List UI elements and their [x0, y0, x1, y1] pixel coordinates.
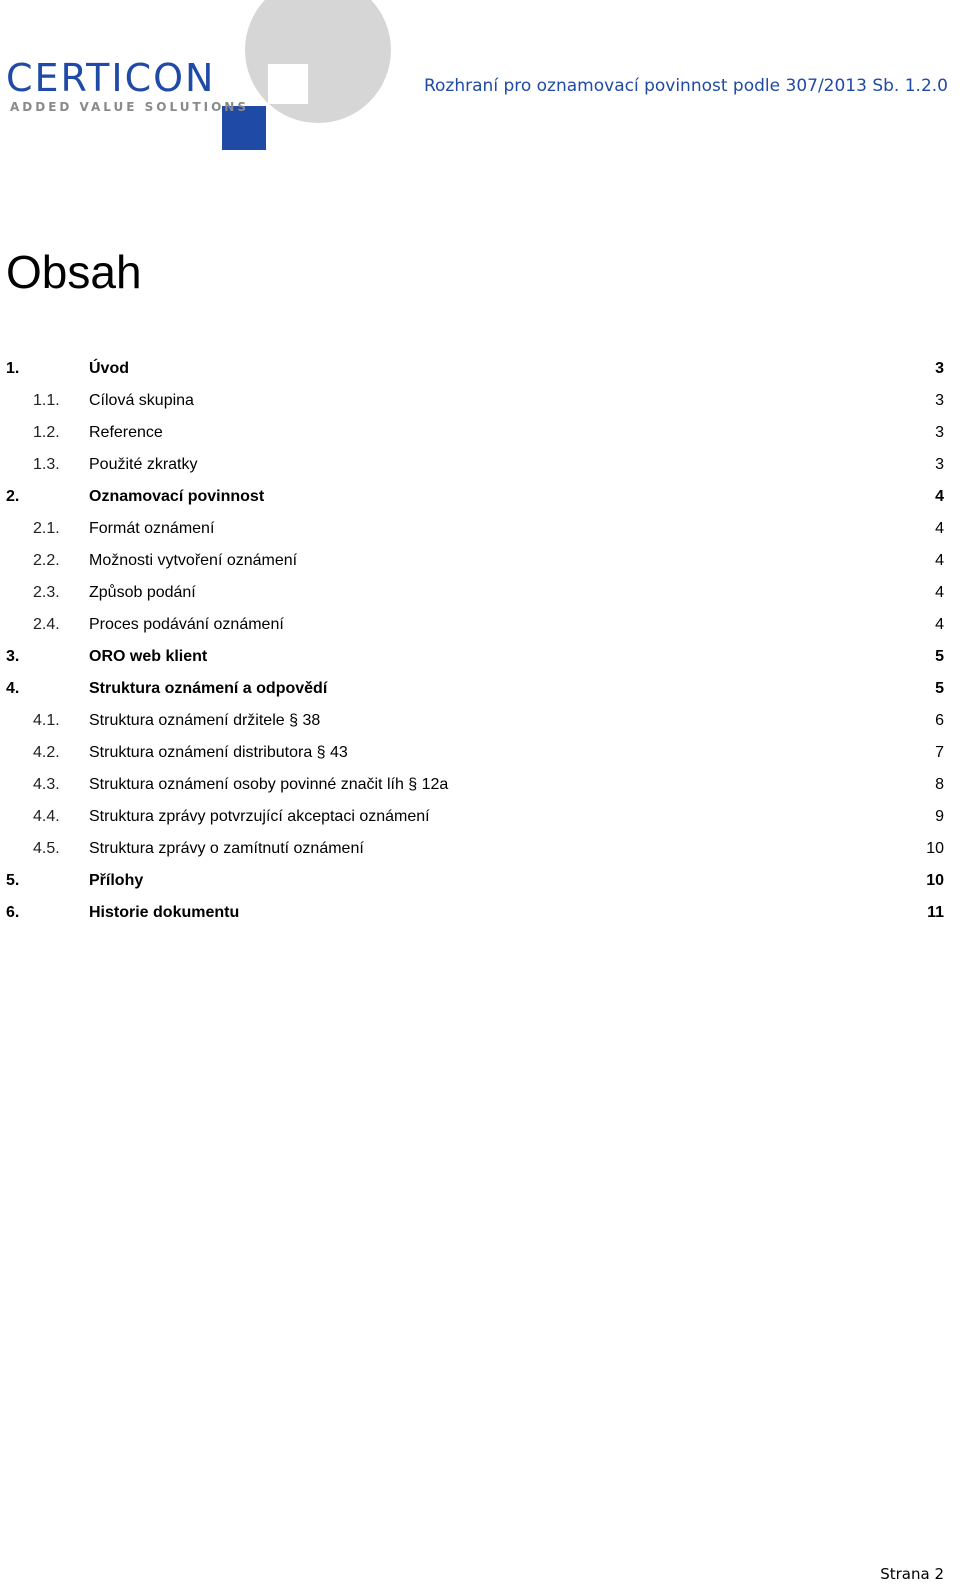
toc-entry-label[interactable]: Struktura oznámení distributora § 43: [89, 744, 348, 761]
toc-entry-number: 3.: [6, 648, 20, 665]
toc-entry-page-number: 4: [935, 552, 944, 569]
toc-section-row[interactable]: [0, 741, 960, 773]
toc-chapter-row[interactable]: [0, 869, 960, 901]
toc-entry-page-number: 3: [935, 456, 944, 473]
toc-entry-label[interactable]: Oznamovací povinnost: [89, 488, 265, 505]
toc-section-row[interactable]: [0, 517, 960, 549]
toc-section-row[interactable]: [0, 581, 960, 613]
logo-tagline: ADDED VALUE SOLUTIONS: [10, 100, 249, 114]
toc-entry-label[interactable]: Struktura oznámení osoby povinné značit líh § 12a: [89, 776, 449, 793]
footer-page-number: Strana 2: [880, 1565, 944, 1583]
toc-entry-number: 6.: [6, 904, 20, 921]
toc-section-row[interactable]: [0, 453, 960, 485]
toc-entry-number: 4.1.: [33, 712, 60, 729]
toc-section-row[interactable]: [0, 613, 960, 645]
toc-entry-number: 1.2.: [33, 424, 60, 441]
toc-chapter-row[interactable]: [0, 357, 960, 389]
toc-section-row[interactable]: [0, 837, 960, 869]
toc-entry-label[interactable]: ORO web klient: [89, 648, 208, 665]
toc-entry-page-number: 4: [935, 520, 944, 537]
toc-chapter-row[interactable]: [0, 901, 960, 933]
toc-entry-label[interactable]: Možnosti vytvoření oznámení: [89, 552, 298, 569]
toc-chapter-row[interactable]: [0, 677, 960, 709]
page-header: [0, 0, 960, 160]
toc-entry-page-number: 5: [935, 680, 944, 697]
toc-section-row[interactable]: [0, 805, 960, 837]
toc-entry-number: 1.3.: [33, 456, 60, 473]
logo-wordmark: CERTICON: [6, 56, 216, 100]
toc-entry-number: 2.1.: [33, 520, 60, 537]
toc-chapter-row[interactable]: [0, 645, 960, 677]
toc-section-row[interactable]: [0, 421, 960, 453]
toc-entry-label[interactable]: Struktura zprávy o zamítnutí oznámení: [89, 840, 364, 857]
toc-section-row[interactable]: [0, 389, 960, 421]
toc-entry-page-number: 10: [926, 840, 944, 857]
toc-entry-number: 4.: [6, 680, 20, 697]
table-of-contents: [0, 357, 960, 933]
toc-entry-number: 4.3.: [33, 776, 60, 793]
toc-entry-number: 1.: [6, 360, 20, 377]
page-heading: Obsah: [6, 246, 142, 298]
toc-entry-page-number: 8: [935, 776, 944, 793]
toc-section-row[interactable]: [0, 773, 960, 805]
toc-entry-page-number: 3: [935, 424, 944, 441]
toc-entry-page-number: 4: [935, 616, 944, 633]
toc-entry-number: 2.4.: [33, 616, 60, 633]
toc-entry-page-number: 6: [935, 712, 944, 729]
toc-entry-number: 2.3.: [33, 584, 60, 601]
toc-entry-page-number: 10: [926, 872, 944, 889]
toc-entry-number: 4.2.: [33, 744, 60, 761]
toc-section-row[interactable]: [0, 549, 960, 581]
toc-entry-number: 1.1.: [33, 392, 60, 409]
document-title: Rozhraní pro oznamovací povinnost podle 307/2013 Sb. 1.2.0: [423, 76, 948, 96]
toc-entry-label[interactable]: Struktura zprávy potvrzující akceptaci oznámení: [89, 808, 430, 825]
logo-white-square: [268, 64, 308, 104]
toc-entry-label[interactable]: Struktura oznámení držitele § 38: [89, 712, 321, 729]
toc-entry-label[interactable]: Struktura oznámení a odpovědí: [89, 680, 328, 697]
toc-entry-page-number: 4: [935, 584, 944, 601]
toc-entry-page-number: 4: [935, 488, 944, 505]
toc-entry-label[interactable]: Použité zkratky: [89, 456, 198, 473]
toc-chapter-row[interactable]: [0, 485, 960, 517]
toc-entry-label[interactable]: Přílohy: [89, 872, 144, 889]
toc-entry-number: 2.2.: [33, 552, 60, 569]
toc-entry-label[interactable]: Historie dokumentu: [89, 904, 240, 921]
toc-entry-page-number: 9: [935, 808, 944, 825]
toc-entry-page-number: 11: [927, 904, 944, 921]
toc-entry-label[interactable]: Úvod: [89, 360, 129, 377]
toc-entry-number: 4.5.: [33, 840, 60, 857]
toc-entry-label[interactable]: Cílová skupina: [89, 392, 194, 409]
toc-entry-page-number: 3: [935, 392, 944, 409]
logo-grey-circle: [245, 0, 391, 123]
toc-entry-label[interactable]: Formát oznámení: [89, 520, 215, 537]
toc-entry-number: 4.4.: [33, 808, 60, 825]
toc-entry-number: 5.: [6, 872, 20, 889]
toc-entry-number: 2.: [6, 488, 20, 505]
toc-entry-page-number: 3: [935, 360, 944, 377]
toc-entry-label[interactable]: Reference: [89, 424, 163, 441]
certicon-logo: [0, 0, 400, 160]
toc-section-row[interactable]: [0, 709, 960, 741]
toc-entry-label[interactable]: Proces podávání oznámení: [89, 616, 284, 633]
toc-entry-page-number: 5: [935, 648, 944, 665]
toc-entry-page-number: 7: [935, 744, 944, 761]
toc-entry-label[interactable]: Způsob podání: [89, 584, 196, 601]
